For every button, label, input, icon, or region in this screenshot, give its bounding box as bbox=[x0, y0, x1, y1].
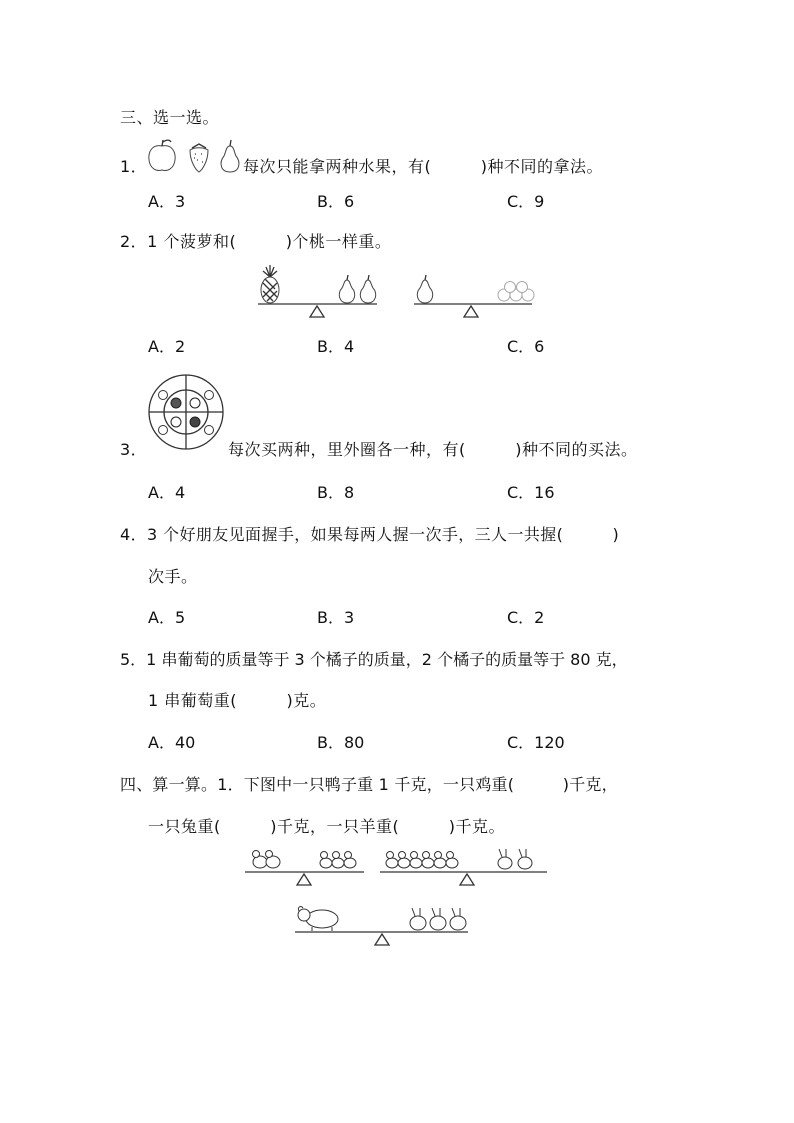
q3-option-c[interactable]: C．16 bbox=[507, 483, 555, 502]
q5-option-a[interactable]: A．40 bbox=[148, 733, 196, 752]
q1-text: 每次只能拿两种水果，有( )种不同的拿法。 bbox=[243, 157, 603, 176]
pear-icon bbox=[417, 275, 432, 303]
section4-text-line1: 四、算一算。1．下图中一只鸭子重 1 千克，一只鸡重( )千克， bbox=[120, 775, 618, 794]
animal-balance-scales bbox=[240, 845, 552, 950]
sheep-icon bbox=[298, 907, 338, 931]
duck-icon bbox=[320, 852, 356, 869]
q3-number: 3． bbox=[120, 440, 148, 459]
q2-option-a[interactable]: A．2 bbox=[148, 337, 186, 356]
q1-option-b[interactable]: B．6 bbox=[317, 192, 355, 211]
q2-balance-scales bbox=[255, 265, 535, 320]
pear-icon bbox=[221, 140, 239, 172]
peach-icon bbox=[498, 282, 534, 302]
duck-icon bbox=[386, 852, 458, 869]
balance-scale-ducks-rabbits bbox=[380, 849, 547, 885]
balance-scale-pear-peaches bbox=[414, 275, 534, 317]
balance-scale-sheep-rabbits bbox=[295, 907, 468, 945]
fruit-circle-diagram bbox=[147, 373, 225, 451]
q1-number: 1． bbox=[120, 157, 148, 176]
q4-option-b[interactable]: B．3 bbox=[317, 608, 355, 627]
balance-scale-pineapple-pears bbox=[258, 265, 377, 317]
q5-option-c[interactable]: C．120 bbox=[507, 733, 565, 752]
q2-option-c[interactable]: C．6 bbox=[507, 337, 545, 356]
q5-text-line1: 5．1 串葡萄的质量等于 3 个橘子的质量，2 个橘子的质量等于 80 克， bbox=[120, 650, 628, 669]
section-title-choose: 三、选一选。 bbox=[120, 108, 220, 127]
q3-text: 每次买两种，里外圈各一种，有( )种不同的买法。 bbox=[228, 440, 638, 459]
q2-text: 2．1 个菠萝和( )个桃一样重。 bbox=[120, 232, 392, 251]
pineapple-icon bbox=[261, 265, 279, 303]
balance-scale-chickens-ducks bbox=[245, 851, 364, 886]
section4-text-line2: 一只兔重( )千克，一只羊重( )千克。 bbox=[148, 817, 505, 836]
rabbit-icon bbox=[410, 908, 466, 930]
q4-text-line2: 次手。 bbox=[148, 567, 198, 586]
fruit-icons bbox=[146, 138, 242, 174]
q4-option-a[interactable]: A．5 bbox=[148, 608, 186, 627]
q1-option-a[interactable]: A．3 bbox=[148, 192, 186, 211]
q2-option-b[interactable]: B．4 bbox=[317, 337, 355, 356]
q5-text-line2: 1 串葡萄重( )克。 bbox=[148, 691, 327, 710]
q4-text-line1: 4．3 个好朋友见面握手，如果每两人握一次手，三人一共握( ) bbox=[120, 525, 620, 544]
rabbit-icon bbox=[498, 849, 532, 869]
q5-option-b[interactable]: B．80 bbox=[317, 733, 365, 752]
chicken-icon bbox=[253, 851, 281, 869]
q4-option-c[interactable]: C．2 bbox=[507, 608, 545, 627]
q3-option-b[interactable]: B．8 bbox=[317, 483, 355, 502]
q1-option-c[interactable]: C．9 bbox=[507, 192, 545, 211]
strawberry-icon bbox=[190, 144, 208, 172]
q3-option-a[interactable]: A．4 bbox=[148, 483, 186, 502]
apple-icon bbox=[149, 140, 175, 171]
pear-icon bbox=[360, 275, 375, 303]
pear-icon bbox=[339, 275, 354, 303]
